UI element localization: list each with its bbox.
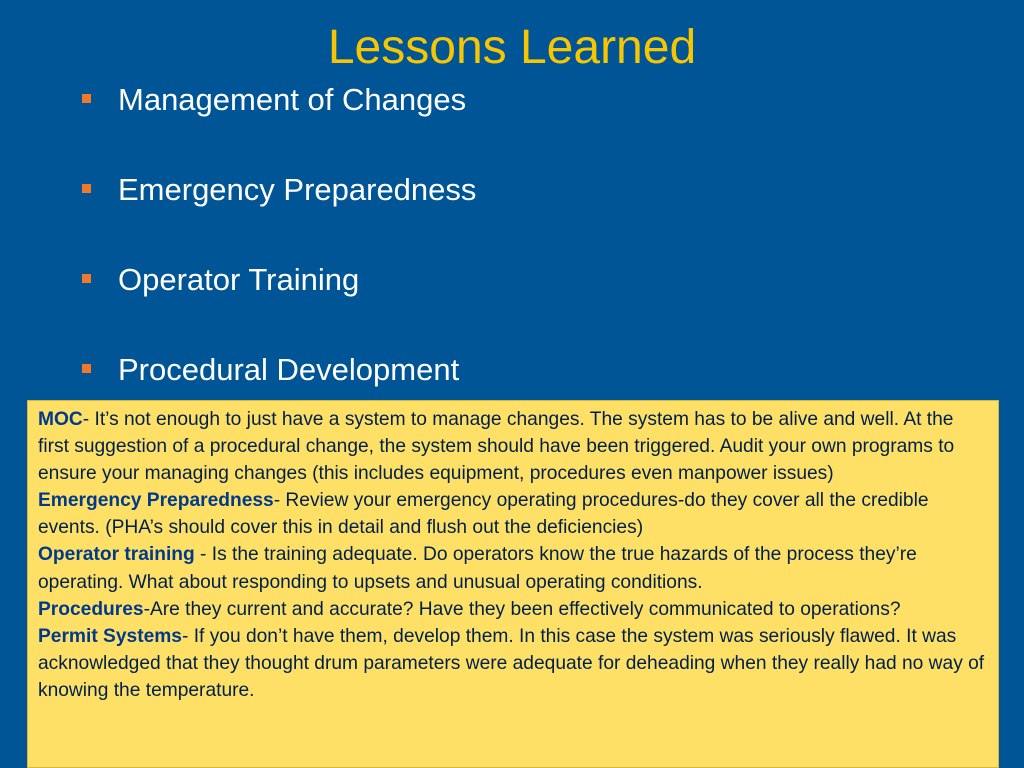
bullet-list (80, 78, 476, 438)
note-text: - Is the training adequate. Do operators know the true hazards of the process they’re operating. What about responding to upsets and unusual operating conditions. (38, 544, 917, 593)
note-paragraph-moc (38, 406, 988, 487)
bullet-text: Emergency Preparedness (118, 172, 477, 207)
note-label: Procedures (38, 598, 144, 620)
note-label: Operator training (38, 544, 195, 566)
square-bullet-icon (82, 274, 91, 283)
note-label: MOC (38, 409, 83, 430)
note-paragraph-procedures (38, 596, 988, 623)
square-bullet-icon (82, 364, 91, 373)
note-paragraph-training (38, 541, 988, 595)
bullet-text: Management of Changes (118, 82, 467, 117)
note-text: - If you don’t have them, develop them. In this case the system was seriously flawed. It was acknowledged that they thought drum parameters were adequate for deheading when they really had no way of knowing the temperature. (38, 625, 985, 701)
bullet-item (80, 78, 476, 168)
notes-callout (27, 400, 999, 768)
slide-title: Lessons Learned (327, 21, 697, 74)
bullet-text: Operator Training (118, 262, 360, 297)
note-text: -Are they current and accurate? Have they been effectively communicated to operations? (143, 598, 901, 620)
bullet-text: Procedural Development (118, 352, 460, 387)
note-paragraph-emergency (38, 487, 988, 541)
note-text: - Review your emergency operating procedures-do they cover all the credible events. (PHA’s should cover this in detail and flush out the deficiencies) (38, 490, 929, 539)
note-label: Emergency Preparedness (38, 490, 274, 512)
square-bullet-icon (82, 184, 91, 193)
bullet-item (80, 258, 476, 348)
square-bullet-icon (82, 94, 91, 103)
note-paragraph-permits (38, 623, 988, 704)
note-text: - It’s not enough to just have a system to manage changes. The system has to be alive and well. At the first suggestion of a procedural change, the system should have been triggered. Audit your own programs to ensure your managing changes (this includes equipment, procedures even manpower issues) (38, 409, 955, 485)
bullet-item (80, 168, 476, 258)
note-label: Permit Systems (38, 625, 182, 647)
